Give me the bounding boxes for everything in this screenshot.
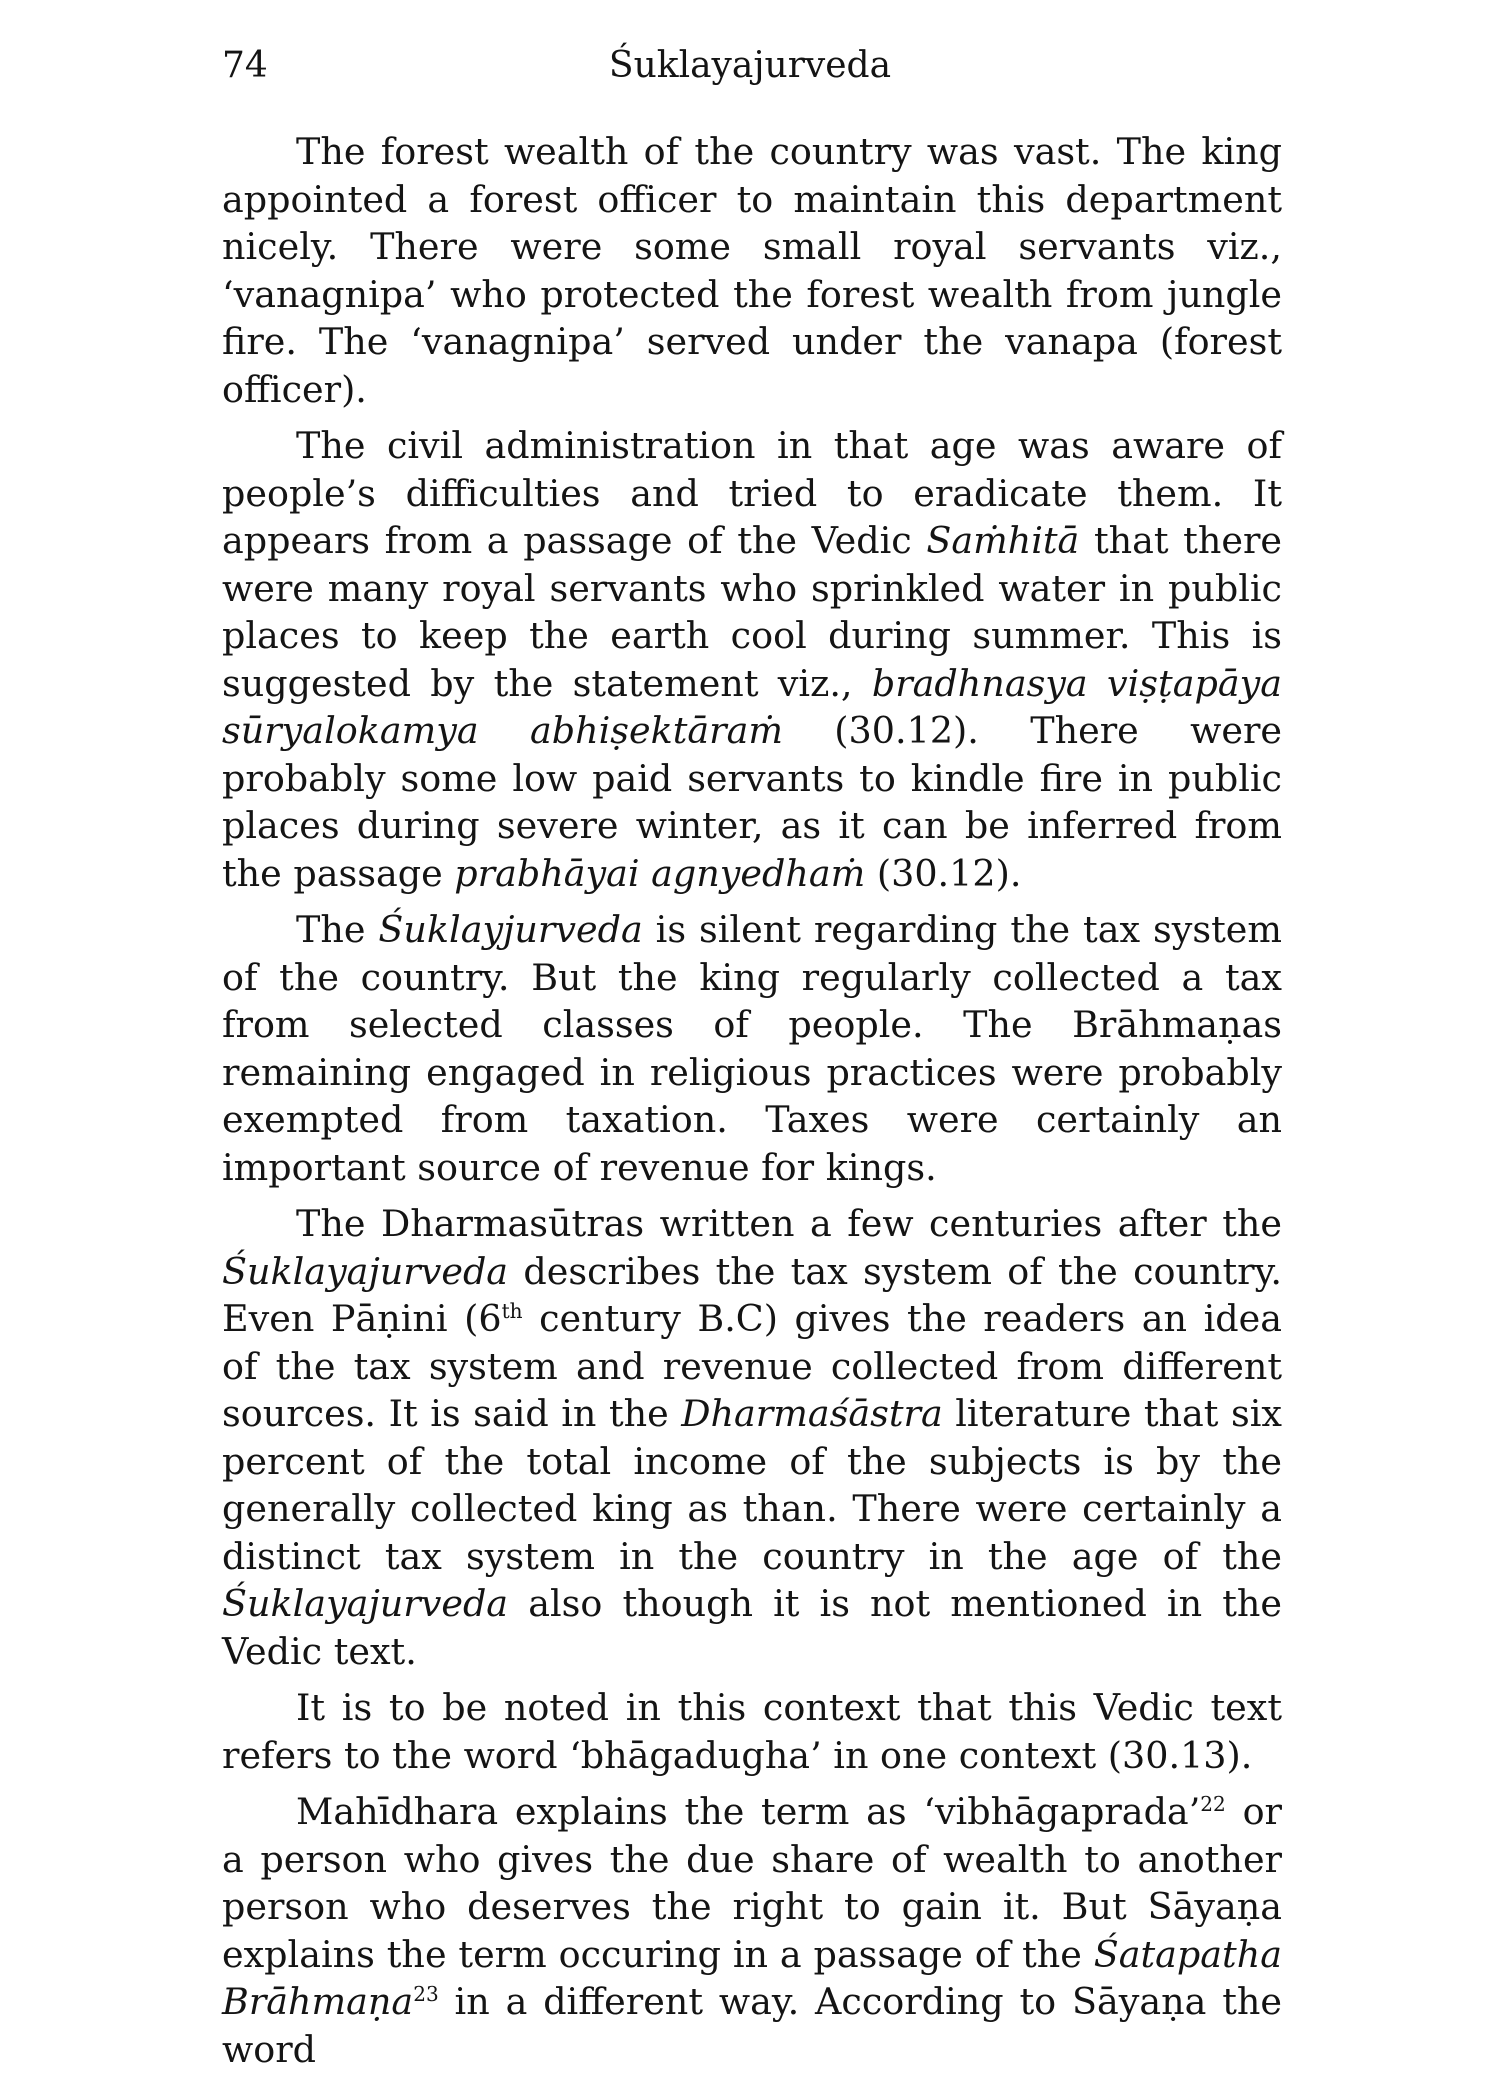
text-run: is silent regarding the tax system of the country. But the king regularly collected a tax from selected classes of people. The Brāhmaṇas remaining engaged in religious practices were probably exempted from taxation. Taxes were certainly an important source of revenue for kings. [222, 908, 1282, 1189]
body-text [222, 128, 1282, 2082]
text-run: or a person who gives the due share of wealth to another person who deserves the right to gain it. But Sāyaṇa explains the term occuring in a passage of the [222, 1790, 1282, 1976]
text-run: The civil administration in that age was aware of people’s difficulties and tried to eradicate them. It appears from a passage of the Vedic [222, 424, 1282, 562]
running-title: Śuklayajurveda [608, 45, 892, 86]
italic-term: Śuklayajurveda [222, 1249, 509, 1293]
page-number: 74 [222, 45, 268, 86]
text-run: Mahīdhara explains the term as ‘vibhāgaprada’ [296, 1790, 1201, 1833]
text-run: also though it is not mentioned in the Vedic text. [222, 1582, 1282, 1673]
text-run: that there were many royal servants who sprinkled water in public places to keep the earth cool during summer. This is suggested by the statement viz., [222, 519, 1282, 705]
text-run: literature that six percent of the total income of the subjects is by the generally collected king as than. There were certainly a distinct tax system in the country in the age of the [222, 1392, 1282, 1578]
paragraph-forest-wealth [222, 128, 1282, 413]
text-run: The Dharmasūtras written a few centuries after the [296, 1202, 1282, 1245]
italic-term: prabhāyai agnyedhaṁ [454, 851, 866, 895]
italic-term: Saṁhitā [926, 519, 1080, 562]
text-run: The forest wealth of the country was vast. The king appointed a forest officer to maintain this department nicely. There were some small royal servants viz., ‘vanagnipa’ who protected the forest wealth from jungle fire. The ‘vanagnipa’ served under the vanapa (forest officer). [222, 130, 1282, 411]
text-run: describes the tax system of the country. Even Pāṇini (6 [222, 1249, 1282, 1340]
italic-term: Śuklayajurveda [222, 1582, 509, 1625]
paragraph-tax-system [222, 906, 1282, 1191]
running-head [222, 45, 1278, 95]
text-run: The [296, 908, 379, 951]
italic-term: Śatapatha Brāhmaṇa [222, 1932, 1282, 2023]
text-run: (30.12). [865, 851, 1022, 895]
text-run: in a different way. According to Sāyaṇa the word [222, 1980, 1282, 2071]
italic-term: Śuklayjurveda [378, 908, 643, 951]
italic-term: Dharmaśāstra [681, 1392, 943, 1435]
text-run: It is to be noted in this context that this Vedic text refers to the word ‘bhāgadugha’ in one context (30.13). [222, 1686, 1282, 1777]
superscript: 23 [413, 1981, 439, 2006]
paragraph-bhagadugha [222, 1684, 1282, 1779]
italic-term: bradhnasya viṣṭapāya sūryalokamya abhiṣektāraṁ [222, 661, 1282, 752]
superscript: 22 [1200, 1791, 1226, 1816]
superscript: th [501, 1298, 523, 1323]
paragraph-dharmasutras [222, 1200, 1282, 1675]
text-run: century B.C) gives the readers an idea of the tax system and revenue collected from different sources. It is said in the [222, 1297, 1282, 1435]
paragraph-mahidhara [222, 1788, 1282, 2073]
text-run: (30.12). There were probably some low paid servants to kindle fire in public places during severe winter, as it can be inferred from the passage [222, 709, 1282, 895]
paragraph-civil-administration [222, 422, 1282, 897]
